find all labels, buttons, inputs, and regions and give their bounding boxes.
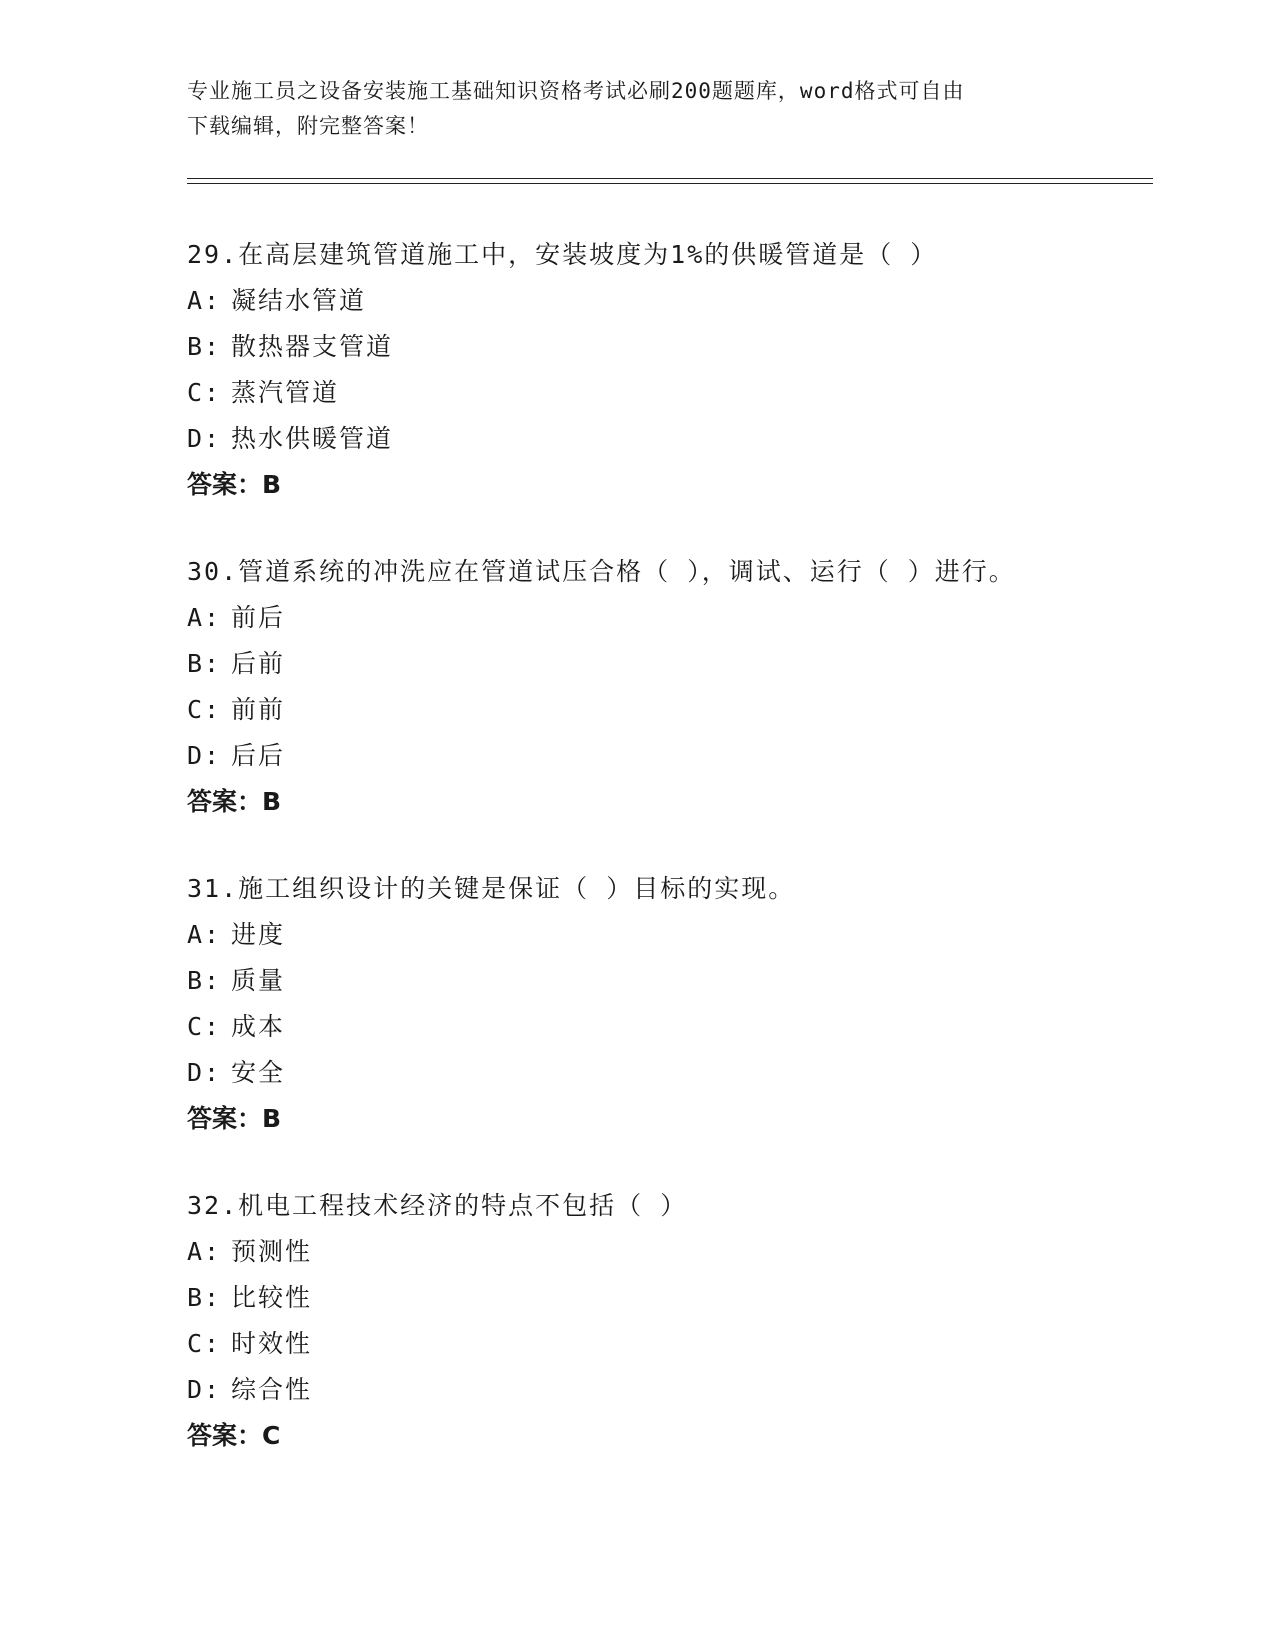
option-letter: C: xyxy=(187,1012,222,1041)
option-d xyxy=(187,1367,1187,1413)
question-stem xyxy=(187,1183,1187,1229)
question-stem xyxy=(187,232,1187,278)
option-text: 综合性 xyxy=(231,1375,313,1404)
option-text: 时效性 xyxy=(231,1329,313,1358)
answer-line: 答案：B xyxy=(187,1104,282,1133)
option-text: 蒸汽管道 xyxy=(231,378,340,407)
question-31 xyxy=(187,866,1187,1142)
option-letter: B: xyxy=(187,649,222,678)
option-b xyxy=(187,324,1187,370)
header-divider-top xyxy=(187,178,1153,179)
option-c xyxy=(187,370,1187,416)
question-number: 32. xyxy=(187,1191,239,1220)
option-text: 质量 xyxy=(231,966,286,995)
answer-line: 答案：B xyxy=(187,470,282,499)
option-text: 热水供暖管道 xyxy=(231,424,394,453)
option-text: 后前 xyxy=(231,649,286,678)
option-letter: D: xyxy=(187,1058,222,1087)
option-text: 比较性 xyxy=(231,1283,313,1312)
question-text: 施工组织设计的关键是保证（ ）目标的实现。 xyxy=(238,874,796,903)
question-30 xyxy=(187,549,1187,825)
option-letter: D: xyxy=(187,424,222,453)
option-letter: B: xyxy=(187,966,222,995)
option-letter: C: xyxy=(187,695,222,724)
option-letter: D: xyxy=(187,1375,222,1404)
option-letter: C: xyxy=(187,378,222,407)
header-line-1: 专业施工员之设备安装施工基础知识资格考试必刷200题题库，word格式可自由 xyxy=(187,79,965,103)
option-letter: A: xyxy=(187,286,222,315)
option-b xyxy=(187,958,1187,1004)
option-a xyxy=(187,278,1187,324)
question-list xyxy=(187,232,1187,1500)
option-b xyxy=(187,1275,1187,1321)
question-number: 29. xyxy=(187,240,239,269)
option-a xyxy=(187,595,1187,641)
option-letter: A: xyxy=(187,920,222,949)
option-letter: C: xyxy=(187,1329,222,1358)
option-text: 前前 xyxy=(231,695,286,724)
option-text: 凝结水管道 xyxy=(231,286,367,315)
option-text: 进度 xyxy=(231,920,286,949)
question-text: 管道系统的冲洗应在管道试压合格（ ），调试、运行（ ）进行。 xyxy=(238,557,1016,586)
document-header xyxy=(187,74,1087,144)
question-number: 31. xyxy=(187,874,239,903)
answer-line: 答案：C xyxy=(187,1421,281,1450)
question-stem xyxy=(187,549,1187,595)
option-text: 前后 xyxy=(231,603,286,632)
option-letter: A: xyxy=(187,603,222,632)
question-text: 机电工程技术经济的特点不包括（ ） xyxy=(238,1191,688,1220)
option-letter: A: xyxy=(187,1237,222,1266)
option-a xyxy=(187,912,1187,958)
option-letter: D: xyxy=(187,741,222,770)
option-b xyxy=(187,641,1187,687)
header-line-2: 下载编辑，附完整答案！ xyxy=(187,114,429,138)
answer-line: 答案：B xyxy=(187,787,282,816)
option-text: 成本 xyxy=(231,1012,286,1041)
question-stem xyxy=(187,866,1187,912)
option-a xyxy=(187,1229,1187,1275)
question-29 xyxy=(187,232,1187,508)
option-c xyxy=(187,1004,1187,1050)
option-text: 预测性 xyxy=(231,1237,313,1266)
option-letter: B: xyxy=(187,332,222,361)
option-text: 安全 xyxy=(231,1058,286,1087)
option-d xyxy=(187,416,1187,462)
question-number: 30. xyxy=(187,557,239,586)
option-c xyxy=(187,1321,1187,1367)
option-text: 后后 xyxy=(231,741,286,770)
header-divider-bottom xyxy=(187,183,1153,184)
question-32 xyxy=(187,1183,1187,1459)
option-letter: B: xyxy=(187,1283,222,1312)
question-text: 在高层建筑管道施工中，安装坡度为1%的供暖管道是（ ） xyxy=(238,240,938,269)
option-text: 散热器支管道 xyxy=(231,332,394,361)
option-c xyxy=(187,687,1187,733)
option-d xyxy=(187,1050,1187,1096)
option-d xyxy=(187,733,1187,779)
